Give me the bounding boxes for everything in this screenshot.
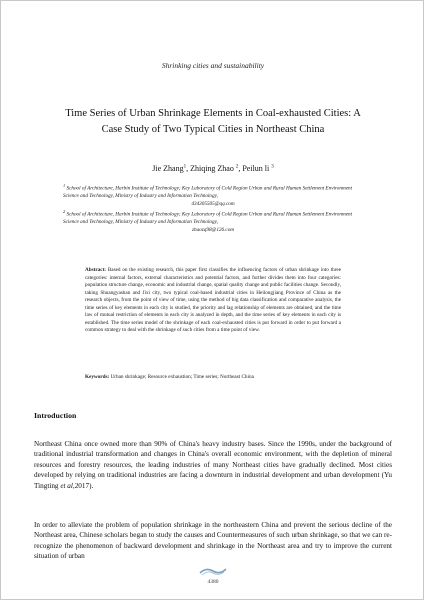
affiliation-email[interactable]: zhaozq98@126.com — [191, 226, 235, 233]
author-sup: 2 — [235, 164, 239, 170]
citation-etal: et al, — [60, 481, 75, 490]
paper-title: Time Series of Urban Shrinkage Elements in Coal-exhausted Cities: A Case Study of Two Typical Cities in Northeast China — [65, 108, 361, 135]
citation-year: 2017). — [74, 481, 94, 490]
affiliation-text: School of Architecture, Harbin Institute of Technology; Key Laboratory of Cold Region Urban and Rural Human Settlement Environment Science and Technology, Ministry of Industry and Information Technology, — [63, 185, 353, 200]
paragraph-text: Northeast China once owned more than 90% of China's heavy industry bases. Since the 1990s, under the background of traditional industrial transformation and changes in China's overall economic environment, with the depletion of mineral resources and forestry resources, the leading industries of many Northeast cities have gradually declined. Most cities developed by relying on traditional industries are facing a downturn in industrial development and urban development (Yu Tingting — [34, 440, 392, 490]
intro-paragraph-2: In order to alleviate the problem of population shrinkage in the northeastern China and prevent the serious decline of the Northeast area, Chinese scholars began to study the causes and Countermeasures of such urban shrinkage, so that we can re-recognize the phenomenon of backward development and shrinkage in the Northeast area and try to improve the current situation of urban — [34, 521, 392, 561]
author-name: Jie Zhang — [152, 164, 184, 173]
section-heading-introduction: Introduction — [34, 411, 77, 420]
author-name: Peilun li — [242, 164, 270, 173]
keywords-label: Keywords: — [85, 374, 110, 380]
affiliation-email[interactable]: 434305505@qq.com — [191, 200, 235, 207]
abstract-label: Abstract: — [85, 267, 107, 273]
keywords-text: Urban shrinkage; Resource exhaustion; Time series; Northeast China — [110, 374, 254, 380]
page-number: 4380 — [207, 579, 219, 585]
abstract-text: Based on the existing research, this paper first classifies the influencing factors of urban shrinkage into three categories: internal factors, external characteristics and potential factors, and further divides them into four categories: population structure change, economic and industrial change, spatial quality change and public facilities change. Secondly, taking Shuangyashan and Jixi city, two typical coal-based industrial cities in Heilongjiang Province of China as the research objects, from the point of view of time, using the method of big data classification and comparative analysis, the time series of key elements in each city is studied, the priority and lag relationship of elements are obtained, and the time law of mutual restriction of elements in each city is analyzed in depth, and the time series of key elements in each city is established. The time series model of the shrinkage of each coal-exhausted cities is put forward in order to put forward a common strategy to deal with the shrinkage of such cities from a time point of view. — [85, 267, 342, 333]
intro-paragraph-1 — [34, 439, 392, 491]
author-sup: 1 — [183, 164, 187, 170]
wave-logo-icon — [198, 566, 228, 576]
keywords — [85, 374, 341, 382]
affiliation-sup: 2 — [63, 209, 66, 214]
author-name: Zhiqing Zhao — [190, 164, 234, 173]
affiliation-1 — [63, 182, 363, 209]
author-sup: 3 — [271, 164, 274, 170]
running-header: Shrinking cities and sustainability — [161, 61, 265, 70]
author-list: Jie Zhang$^1$, Zhiqing Zhao $^2$, Peilun li $^3$ — [152, 164, 274, 173]
affiliation-sup: 1 — [63, 183, 66, 188]
affiliation-2 — [63, 208, 363, 235]
affiliation-text: School of Architecture, Harbin Institute of Technology; Key Laboratory of Cold Region Urban and Rural Human Settlement Environment Science and Technology, Ministry of Industry and Information Technology, — [63, 211, 353, 226]
abstract — [85, 267, 341, 335]
